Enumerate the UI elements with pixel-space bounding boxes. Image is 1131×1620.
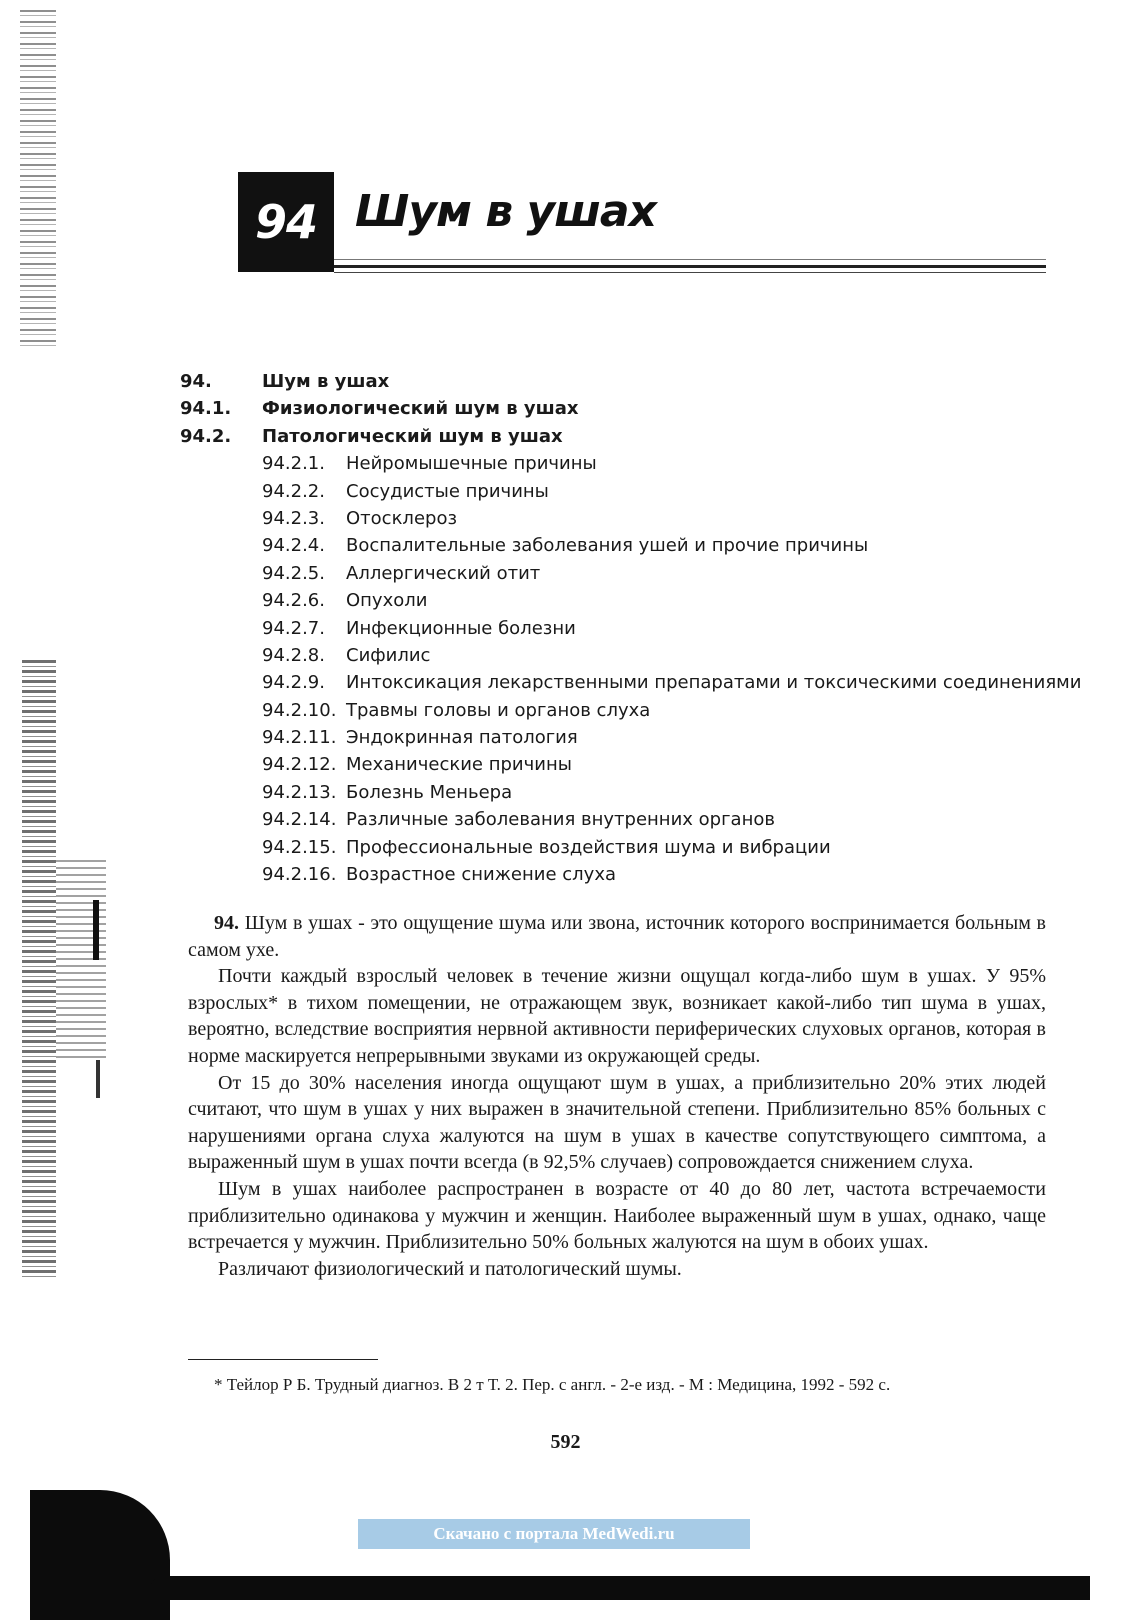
chapter-title: Шум в ушах	[355, 186, 656, 237]
toc-entry	[180, 505, 1060, 532]
toc-entry-number: 94.2.8.	[262, 644, 325, 666]
toc-entry-number: 94.2.16.	[262, 864, 337, 886]
toc-entry	[180, 806, 1060, 833]
toc-entry-label: Травмы головы и органов слуха	[346, 699, 651, 721]
scan-corner-shadow	[30, 1490, 170, 1620]
toc-entry-label: Инфекционные болезни	[346, 617, 576, 639]
footnote: * Тейлор Р Б. Трудный диагноз. В 2 т Т. 2. Пер. с англ. - 2-е изд. - М : Медицина, 1992 - 592 с.	[214, 1375, 891, 1394]
toc-entry-label: Механические причины	[346, 754, 572, 776]
toc-entry	[180, 450, 1060, 477]
footnote-rule	[188, 1359, 378, 1360]
toc-entry-number: 94.2.2.	[262, 480, 325, 502]
toc-entry	[180, 532, 1060, 559]
toc-entry	[180, 395, 1060, 422]
toc-entry	[180, 423, 1060, 450]
toc-entry-label: Отосклероз	[346, 507, 458, 529]
paragraph	[188, 910, 1046, 963]
toc-entry-number: 94.2.7.	[262, 617, 325, 639]
toc-entry	[180, 368, 1060, 395]
toc-entry	[180, 834, 1060, 861]
page-number: 592	[550, 1431, 581, 1453]
toc-entry-number: 94.	[180, 371, 212, 392]
toc-entry-label: Сифилис	[346, 644, 431, 666]
toc-entry	[180, 642, 1060, 669]
toc-entry-label: Опухоли	[346, 590, 428, 612]
header-rule	[334, 259, 1046, 260]
toc-entry-label: Различные заболевания внутренних органов	[346, 809, 775, 831]
paragraph: Шум в ушах наиболее распространен в возрасте от 40 до 80 лет, частота встречаемости приблизительно одинакова у мужчин и женщин. Наиболее выраженный шум в ушах, однако, чаще встречается у мужчин. Приблизительно 50% больных жалуются на шум в обоих ушах.	[188, 1177, 1046, 1254]
toc-entry-number: 94.2.10.	[262, 699, 337, 721]
chapter-number-badge: 94	[238, 172, 334, 272]
toc-entry-number: 94.2.13.	[262, 781, 337, 803]
toc-entry-label: Профессиональные воздействия шума и вибрации	[346, 836, 831, 858]
toc-entry	[180, 751, 1060, 778]
scan-bottom-shadow	[150, 1576, 1090, 1600]
section-number: 94.	[214, 912, 239, 934]
toc-entry-number: 94.2.	[180, 425, 232, 447]
watermark-banner: Скачано с портала MedWedi.ru	[358, 1519, 750, 1549]
paragraph: Почти каждый взрослый человек в течение жизни ощущал когда-либо шум в ушах. У 95% взрослых* в тихом помещении, не отражающем звук, возникает какой-либо тип шума в ушах, вероятно, вследствие восприятия нервной активности периферических слуховых органов, которая в норме маскируется непрерывными звуками из окружающей среды.	[188, 965, 1046, 1067]
toc-entry-number: 94.2.1.	[262, 453, 325, 475]
toc-entry	[180, 724, 1060, 751]
toc-entry	[180, 697, 1060, 724]
toc-entry-label: Интоксикация лекарственными препаратами и токсическими соединениями	[346, 672, 1082, 694]
scan-mark	[93, 900, 99, 960]
toc-entry	[180, 478, 1060, 505]
scan-edge-noise-top	[20, 10, 56, 350]
toc-entry-number: 94.2.15.	[262, 836, 337, 858]
toc-entry-label: Патологический шум в ушах	[262, 425, 563, 447]
toc-entry	[180, 779, 1060, 806]
toc-entry-label: Сосудистые причины	[346, 480, 549, 502]
toc-entry-number: 94.2.3.	[262, 507, 325, 529]
toc-entry-label: Воспалительные заболевания ушей и прочие причины	[346, 535, 869, 557]
toc-entry-label: Аллергический отит	[346, 562, 541, 584]
scan-edge-noise-inner	[56, 860, 106, 1060]
toc-entry-number: 94.1.	[180, 398, 232, 420]
header-rule	[334, 272, 1046, 273]
toc-entry	[180, 615, 1060, 642]
paragraph: Различают физиологический и патологический шумы.	[218, 1257, 682, 1280]
toc-entry-number: 94.2.4.	[262, 535, 325, 557]
toc-entry-number: 94.2.5.	[262, 562, 325, 584]
toc-entry-label: Эндокринная патология	[346, 727, 578, 749]
toc-entry-number: 94.2.6.	[262, 590, 325, 612]
toc-entry	[180, 560, 1060, 587]
paragraph: От 15 до 30% населения иногда ощущают шум в ушах, а приблизительно 20% этих людей считают, что шум в ушах у них выражен в значительной степени. Приблизительно 85% больных с нарушениями органа слуха жалуются на шум в ушах в качестве сопутствующего симптома, а выраженный шум в ушах почти всегда (в 92,5% случаев) сопровождается снижением слуха.	[188, 1071, 1046, 1174]
toc-entry	[180, 587, 1060, 614]
body-text	[188, 910, 1046, 1282]
toc-entry-number: 94.2.11.	[262, 727, 337, 749]
table-of-contents	[180, 368, 1082, 888]
toc-entry-number: 94.2.9.	[262, 672, 325, 694]
toc-entry-label: Нейромышечные причины	[346, 453, 597, 475]
toc-entry-label: Шум в ушах	[262, 371, 390, 392]
toc-entry-label: Физиологический шум в ушах	[262, 398, 579, 420]
toc-entry-label: Болезнь Меньера	[346, 781, 513, 803]
paragraph-text: Шум в ушах - это ощущение шума или звона, источник которого воспринимается больным в самом ухе.	[188, 912, 1047, 961]
toc-entry-number: 94.2.12.	[262, 754, 337, 776]
toc-entry	[180, 669, 1082, 696]
toc-entry-number: 94.2.14.	[262, 809, 337, 831]
scan-edge-noise-middle	[22, 660, 56, 1280]
toc-entry-label: Возрастное снижение слуха	[346, 864, 616, 886]
toc-entry	[180, 861, 1060, 888]
header-rule	[334, 265, 1046, 268]
scan-mark	[96, 1060, 100, 1098]
